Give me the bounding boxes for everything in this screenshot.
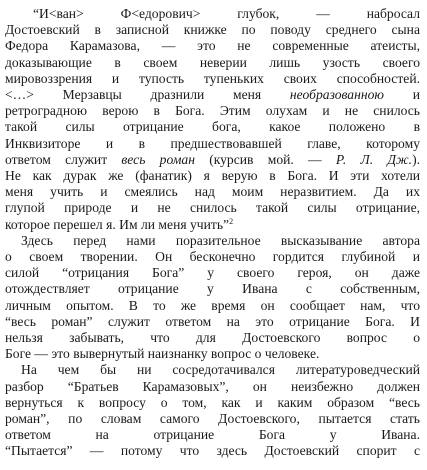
text-line — [5, 183, 420, 200]
text-line — [5, 426, 420, 443]
text-line — [5, 329, 420, 346]
text-line — [5, 394, 420, 411]
text-run: силой “отрицания Бога” у своего героя, он даже — [5, 265, 420, 281]
text-run: и — [383, 87, 420, 102]
text-run: Не как дурак же (фанатик) я верую в Бога. И эти хотели — [5, 168, 420, 183]
text-line — [5, 442, 420, 459]
text-run: ). — [412, 151, 421, 167]
text-run: Здесь перед нами поразительное высказывание автора — [21, 232, 420, 248]
text-run: разбор “Братьев Карамазовых”, он неизбежно должен — [5, 378, 420, 394]
text-line — [5, 54, 420, 71]
text-run: роман”, по словам самого Достоевского, пытается стать — [5, 411, 420, 426]
text-line — [21, 232, 420, 249]
text-run: ретроградною верою в Бога. Этим олухам и не снилось — [5, 103, 420, 119]
text-run: ответом служит — [5, 151, 122, 167]
text-line — [5, 118, 420, 135]
text-run: вернуться к вопросу о том, как и каким образом “весь — [5, 394, 420, 410]
italic-text: весь роман — [121, 151, 195, 167]
text-run: На чем бы ни сосредотачивался литературоведческий — [21, 362, 420, 378]
text-line — [5, 345, 420, 362]
text-line — [5, 37, 420, 54]
text-line — [5, 248, 420, 265]
text-run: “Пытается” — потому что здесь Достоевский спорит с — [5, 443, 420, 459]
text-line — [5, 297, 420, 314]
text-line — [5, 216, 420, 233]
text-run: доказывающие в своем неверии лишь узость своего — [5, 54, 420, 70]
footnote-marker[interactable]: 2 — [229, 216, 234, 226]
text-run: нельзя забывать, что для Достоевского вопрос о — [5, 330, 420, 345]
text-line — [5, 151, 420, 168]
text-line — [5, 86, 420, 103]
text-run: Инквизиторе и в предшествовавшей главе, которому — [5, 135, 420, 151]
italic-text: Р. Л. Дж. — [335, 151, 413, 167]
text-line — [5, 21, 420, 38]
text-run: Боге — это вывернутый наизнанку вопрос о человеке. — [5, 346, 320, 362]
text-line — [21, 361, 420, 378]
text-line — [5, 280, 420, 297]
text-run: личным опытом. В то же время он сообщает нам, что — [5, 297, 420, 313]
text-run: глупой природе и не снилось такой силы отрицание, — [5, 200, 420, 216]
italic-text: необразованною — [289, 87, 384, 102]
text-line — [5, 135, 420, 152]
text-run: меня учить и смеялись над моим неразвитием. Да их — [5, 184, 420, 200]
text-run: отождествляет отрицание у Ивана с собственным, — [5, 281, 420, 297]
text-run: (курсив мой. — — [194, 151, 336, 167]
text-run: “И<ван> Ф<едорович> глубок, — набросал — [33, 6, 420, 21]
text-line — [5, 102, 420, 119]
text-line — [5, 410, 420, 427]
text-line — [5, 70, 420, 87]
text-run: Достоевский в записной книжке по поводу среднего сына — [5, 22, 420, 38]
text-line — [33, 5, 420, 22]
text-run: мировоззрения и тупость тупеньких своих способностей. — [5, 70, 420, 86]
text-line — [5, 378, 420, 395]
text-run: Федора Карамазова, — это не современные атеисты, — [5, 38, 420, 54]
text-run: о своем творении. Он бесконечно гордится глубиной и — [5, 249, 420, 264]
text-run: “весь роман” служит ответом на это отрицание Бога. И — [5, 313, 420, 329]
text-run: ответом на отрицание Бога у Ивана. — [5, 427, 420, 443]
text-line — [5, 199, 420, 216]
text-line — [5, 264, 420, 281]
text-line — [5, 313, 420, 330]
text-run: такой силы отрицание бога, какое положено в — [5, 119, 420, 135]
text-run: <…> Мерзавцы дразнили меня — [5, 87, 290, 102]
text-run: которое перешел я. Им ли меня учить” — [5, 216, 230, 232]
text-line — [5, 167, 420, 184]
